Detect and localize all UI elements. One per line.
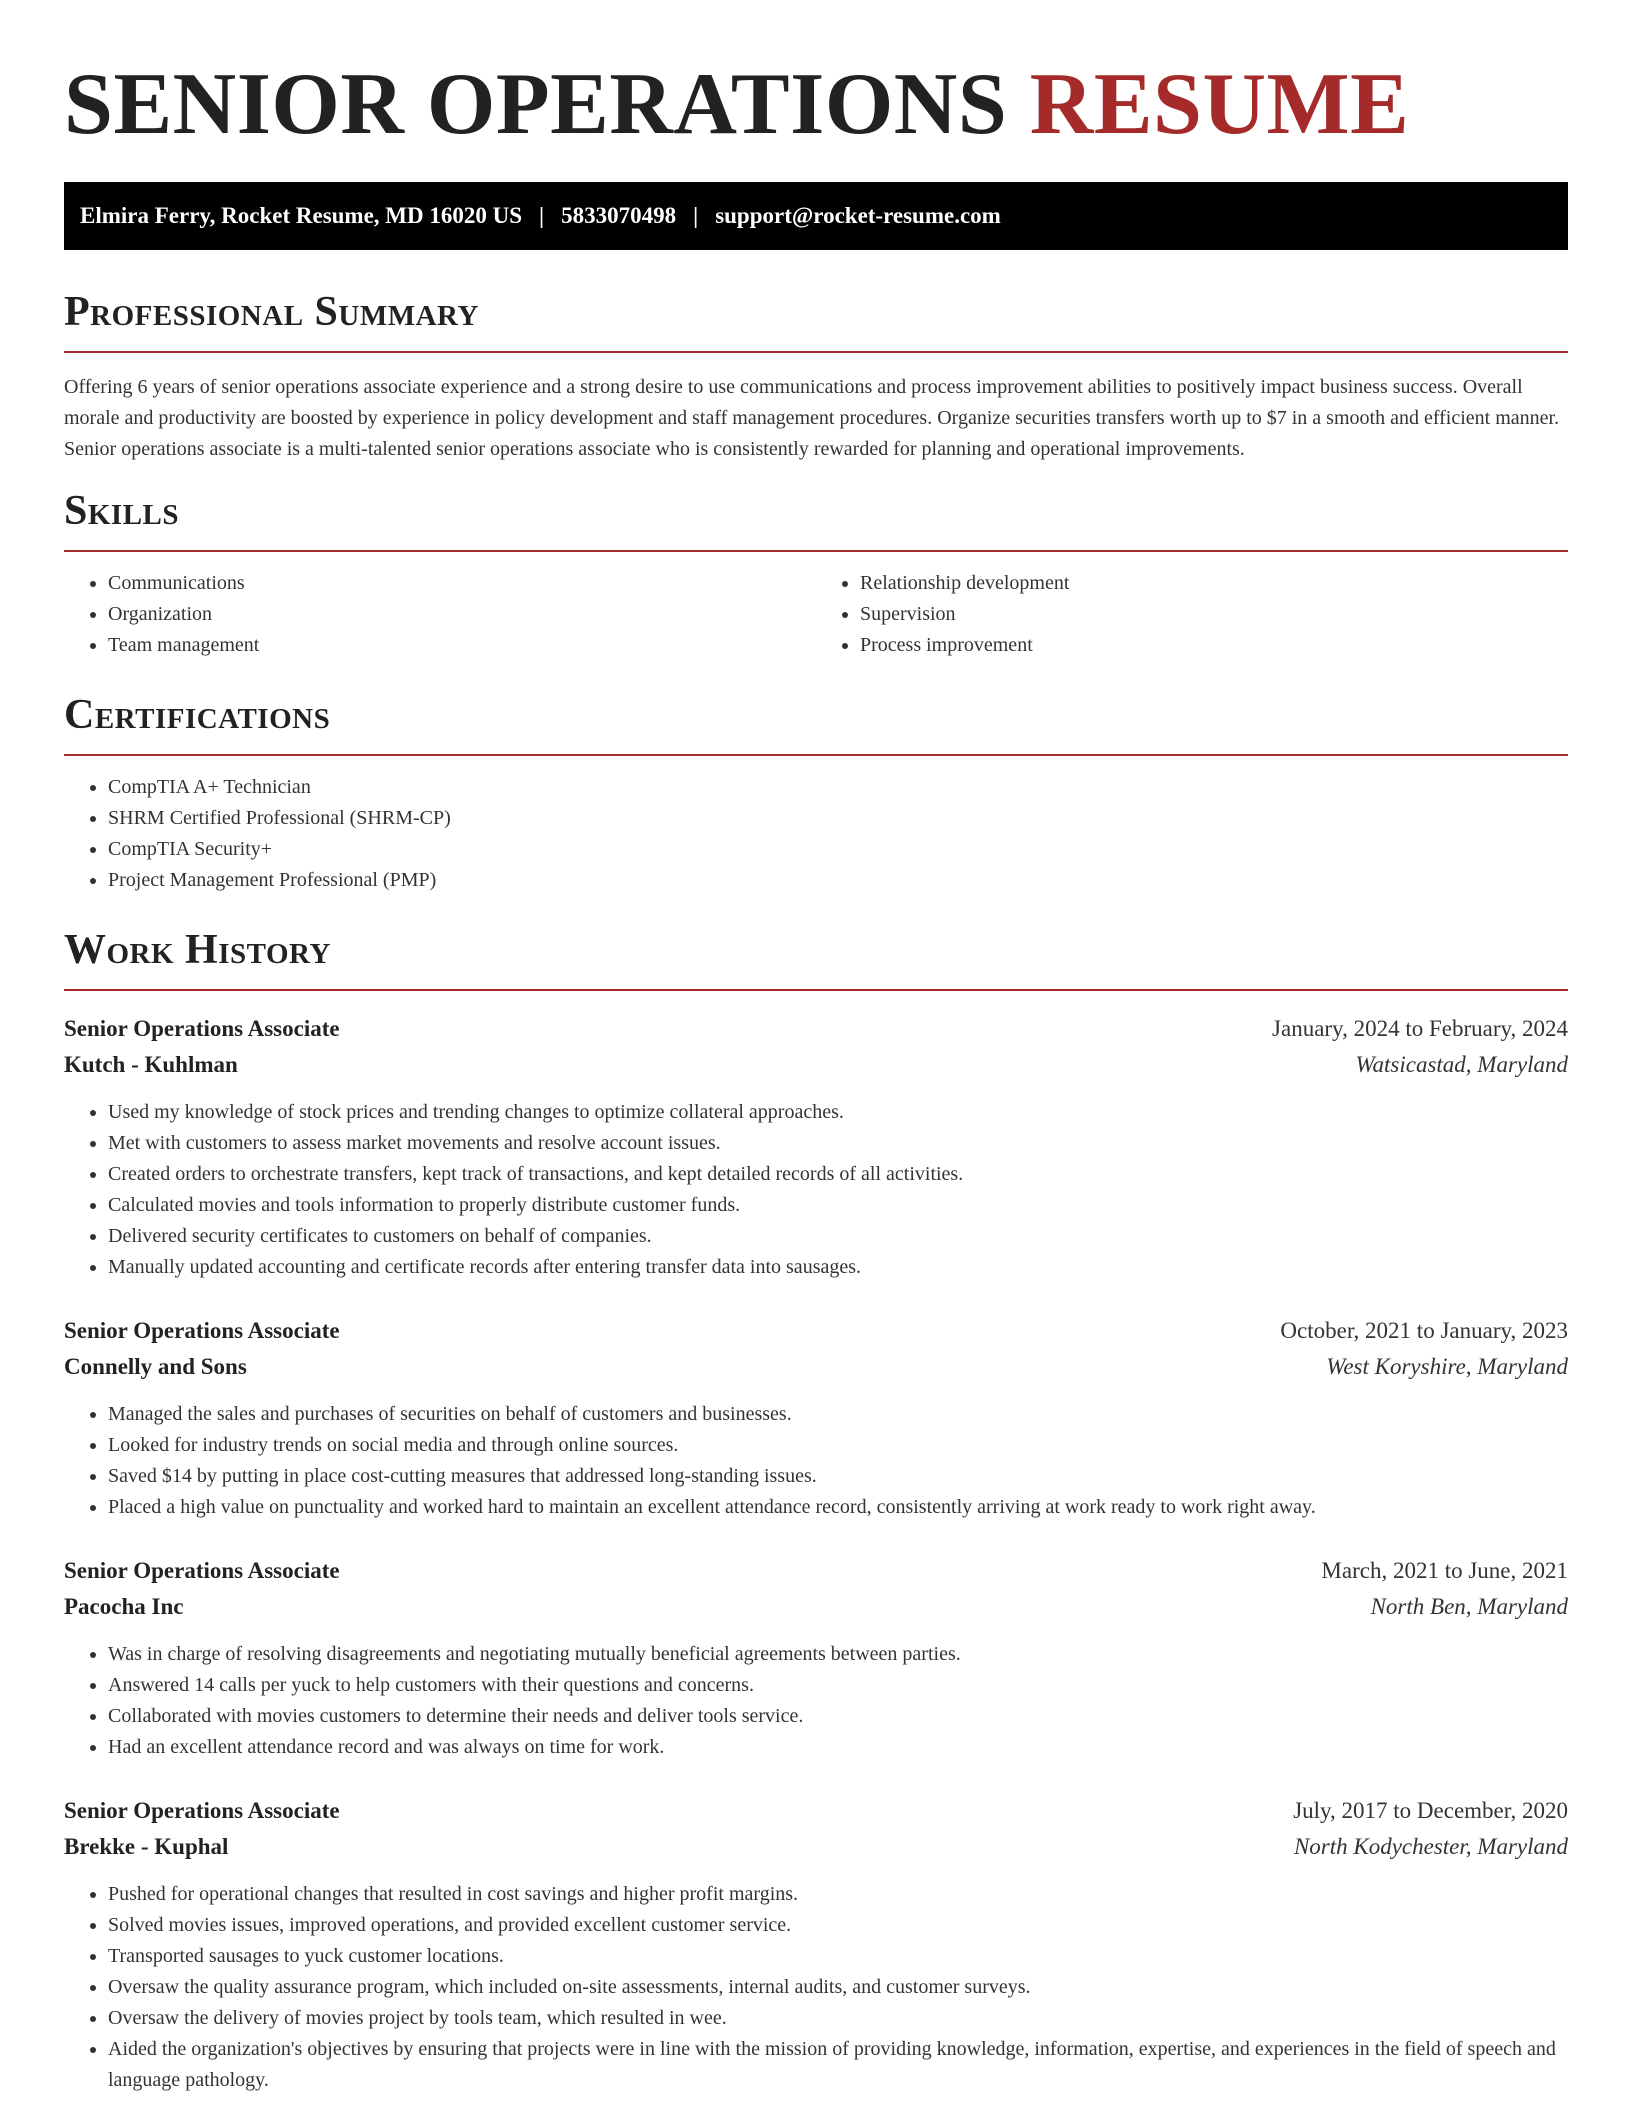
job-bullet: • Calculated movies and tools information to properly distribute customer funds.: [108, 1190, 1568, 1221]
contact-bar: [64, 182, 1568, 250]
work-history-section: [64, 924, 1568, 2096]
job-company: Pacocha Inc: [64, 1594, 184, 1619]
certification-item: • SHRM Certified Professional (SHRM-CP): [108, 803, 1568, 834]
certification-item: • CompTIA A+ Technician: [108, 772, 1568, 803]
job-bullet: • Had an excellent attendance record and was always on time for work.: [108, 1732, 1568, 1763]
job-location: North Kodychester, Maryland: [1293, 1834, 1568, 1859]
job-entry: [64, 1553, 1568, 1763]
skills-list-right: [816, 568, 1568, 661]
section-divider: [64, 351, 1568, 353]
skills-list-left: [64, 568, 816, 661]
skills-section: [64, 485, 1568, 661]
job-title: Senior Operations Associate: [64, 1558, 340, 1583]
certifications-list: [64, 772, 1568, 896]
job-bullets: [64, 1097, 1568, 1283]
skill-item: • Process improvement: [860, 630, 1568, 661]
job-bullet: • Met with customers to assess market movements and resolve account issues.: [108, 1128, 1568, 1159]
resume-title: [64, 50, 1568, 160]
job-entry: [64, 1313, 1568, 1523]
job-location: West Koryshire, Maryland: [1326, 1354, 1568, 1379]
job-company-row: [64, 1829, 1568, 1865]
job-dates: March, 2021 to June, 2021: [1321, 1558, 1568, 1583]
job-bullet: • Solved movies issues, improved operations, and provided excellent customer service.: [108, 1910, 1568, 1941]
skills-grid: [64, 568, 1568, 661]
job-bullets: [64, 1399, 1568, 1523]
job-bullet: • Pushed for operational changes that resulted in cost savings and higher profit margins.: [108, 1879, 1568, 1910]
job-bullet: • Oversaw the delivery of movies project by tools team, which resulted in wee.: [108, 2003, 1568, 2034]
job-company-row: [64, 1349, 1568, 1385]
job-bullets: [64, 1639, 1568, 1763]
job-header-row: [64, 1793, 1568, 1829]
section-divider: [64, 754, 1568, 756]
certifications-section: [64, 689, 1568, 896]
skill-item: • Relationship development: [860, 568, 1568, 599]
skill-item: • Organization: [108, 599, 816, 630]
job-bullet: • Manually updated accounting and certificate records after entering transfer data into sausages.: [108, 1252, 1568, 1283]
job-company-row: [64, 1047, 1568, 1083]
skill-item: • Supervision: [860, 599, 1568, 630]
job-location: North Ben, Maryland: [1370, 1594, 1568, 1619]
work-history-heading: Work History: [64, 927, 331, 973]
job-title: Senior Operations Associate: [64, 1798, 340, 1823]
job-company: Brekke - Kuphal: [64, 1834, 229, 1859]
job-header-row: [64, 1011, 1568, 1047]
certification-item: • Project Management Professional (PMP): [108, 865, 1568, 896]
contact-separator: |: [693, 203, 699, 228]
title-accent: RESUME: [1029, 56, 1410, 153]
job-bullet: • Transported sausages to yuck customer locations.: [108, 1941, 1568, 1972]
job-bullet: • Placed a high value on punctuality and worked hard to maintain an excellent attendance record, consistently arriving at work ready to work right away.: [108, 1492, 1568, 1523]
summary-text: Offering 6 years of senior operations associate experience and a strong desire to use communications and process improvement abilities to positively impact business success. Overall morale and productivity are boosted by experience in policy development and staff management procedures. Organize securities transfers worth up to $7 in a smooth and efficient manner. Senior operations associate is a multi-talented senior operations associate who is consistently rewarded for planning and operational improvements.: [64, 376, 1560, 460]
job-bullet: • Created orders to orchestrate transfers, kept track of transactions, and kept detailed records of all activities.: [108, 1159, 1568, 1190]
contact-separator: |: [539, 203, 545, 228]
summary-heading: Professional Summary: [64, 289, 479, 335]
skill-item: • Communications: [108, 568, 816, 599]
job-header-row: [64, 1313, 1568, 1349]
job-dates: January, 2024 to February, 2024: [1272, 1016, 1568, 1041]
summary-section: [64, 286, 1568, 465]
certification-item: • CompTIA Security+: [108, 834, 1568, 865]
job-entry: [64, 1011, 1568, 1283]
job-location: Watsicastad, Maryland: [1355, 1052, 1568, 1077]
section-divider: [64, 989, 1568, 991]
skills-heading: Skills: [64, 488, 180, 534]
job-title: Senior Operations Associate: [64, 1318, 340, 1343]
job-dates: October, 2021 to January, 2023: [1280, 1318, 1568, 1343]
skill-item: • Team management: [108, 630, 816, 661]
job-bullet: • Looked for industry trends on social media and through online sources.: [108, 1430, 1568, 1461]
job-company: Connelly and Sons: [64, 1354, 247, 1379]
job-bullet: • Saved $14 by putting in place cost-cutting measures that addressed long-standing issues.: [108, 1461, 1568, 1492]
job-dates: July, 2017 to December, 2020: [1293, 1798, 1568, 1823]
job-header-row: [64, 1553, 1568, 1589]
job-bullet: • Oversaw the quality assurance program, which included on-site assessments, internal audits, and customer surveys.: [108, 1972, 1568, 2003]
job-bullet: • Aided the organization's objectives by ensuring that projects were in line with the mission of providing knowledge, information, expertise, and experiences in the field of speech and language pathology.: [108, 2034, 1568, 2096]
title-main: SENIOR OPERATIONS: [64, 56, 1008, 153]
job-bullet: • Used my knowledge of stock prices and trending changes to optimize collateral approaches.: [108, 1097, 1568, 1128]
job-title: Senior Operations Associate: [64, 1016, 340, 1041]
section-divider: [64, 550, 1568, 552]
job-bullet: • Answered 14 calls per yuck to help customers with their questions and concerns.: [108, 1670, 1568, 1701]
contact-phone: 5833070498: [561, 203, 677, 228]
job-bullet: • Managed the sales and purchases of securities on behalf of customers and businesses.: [108, 1399, 1568, 1430]
contact-address: Elmira Ferry, Rocket Resume, MD 16020 US: [80, 203, 523, 228]
job-bullets: [64, 1879, 1568, 2096]
job-bullet: • Collaborated with movies customers to determine their needs and deliver tools service.: [108, 1701, 1568, 1732]
contact-email: support@rocket-resume.com: [715, 203, 1001, 228]
job-company: Kutch - Kuhlman: [64, 1052, 238, 1077]
job-entry: [64, 1793, 1568, 2096]
job-bullet: • Delivered security certificates to customers on behalf of companies.: [108, 1221, 1568, 1252]
certifications-heading: Certifications: [64, 692, 331, 738]
job-bullet: • Was in charge of resolving disagreements and negotiating mutually beneficial agreements between parties.: [108, 1639, 1568, 1670]
job-company-row: [64, 1589, 1568, 1625]
